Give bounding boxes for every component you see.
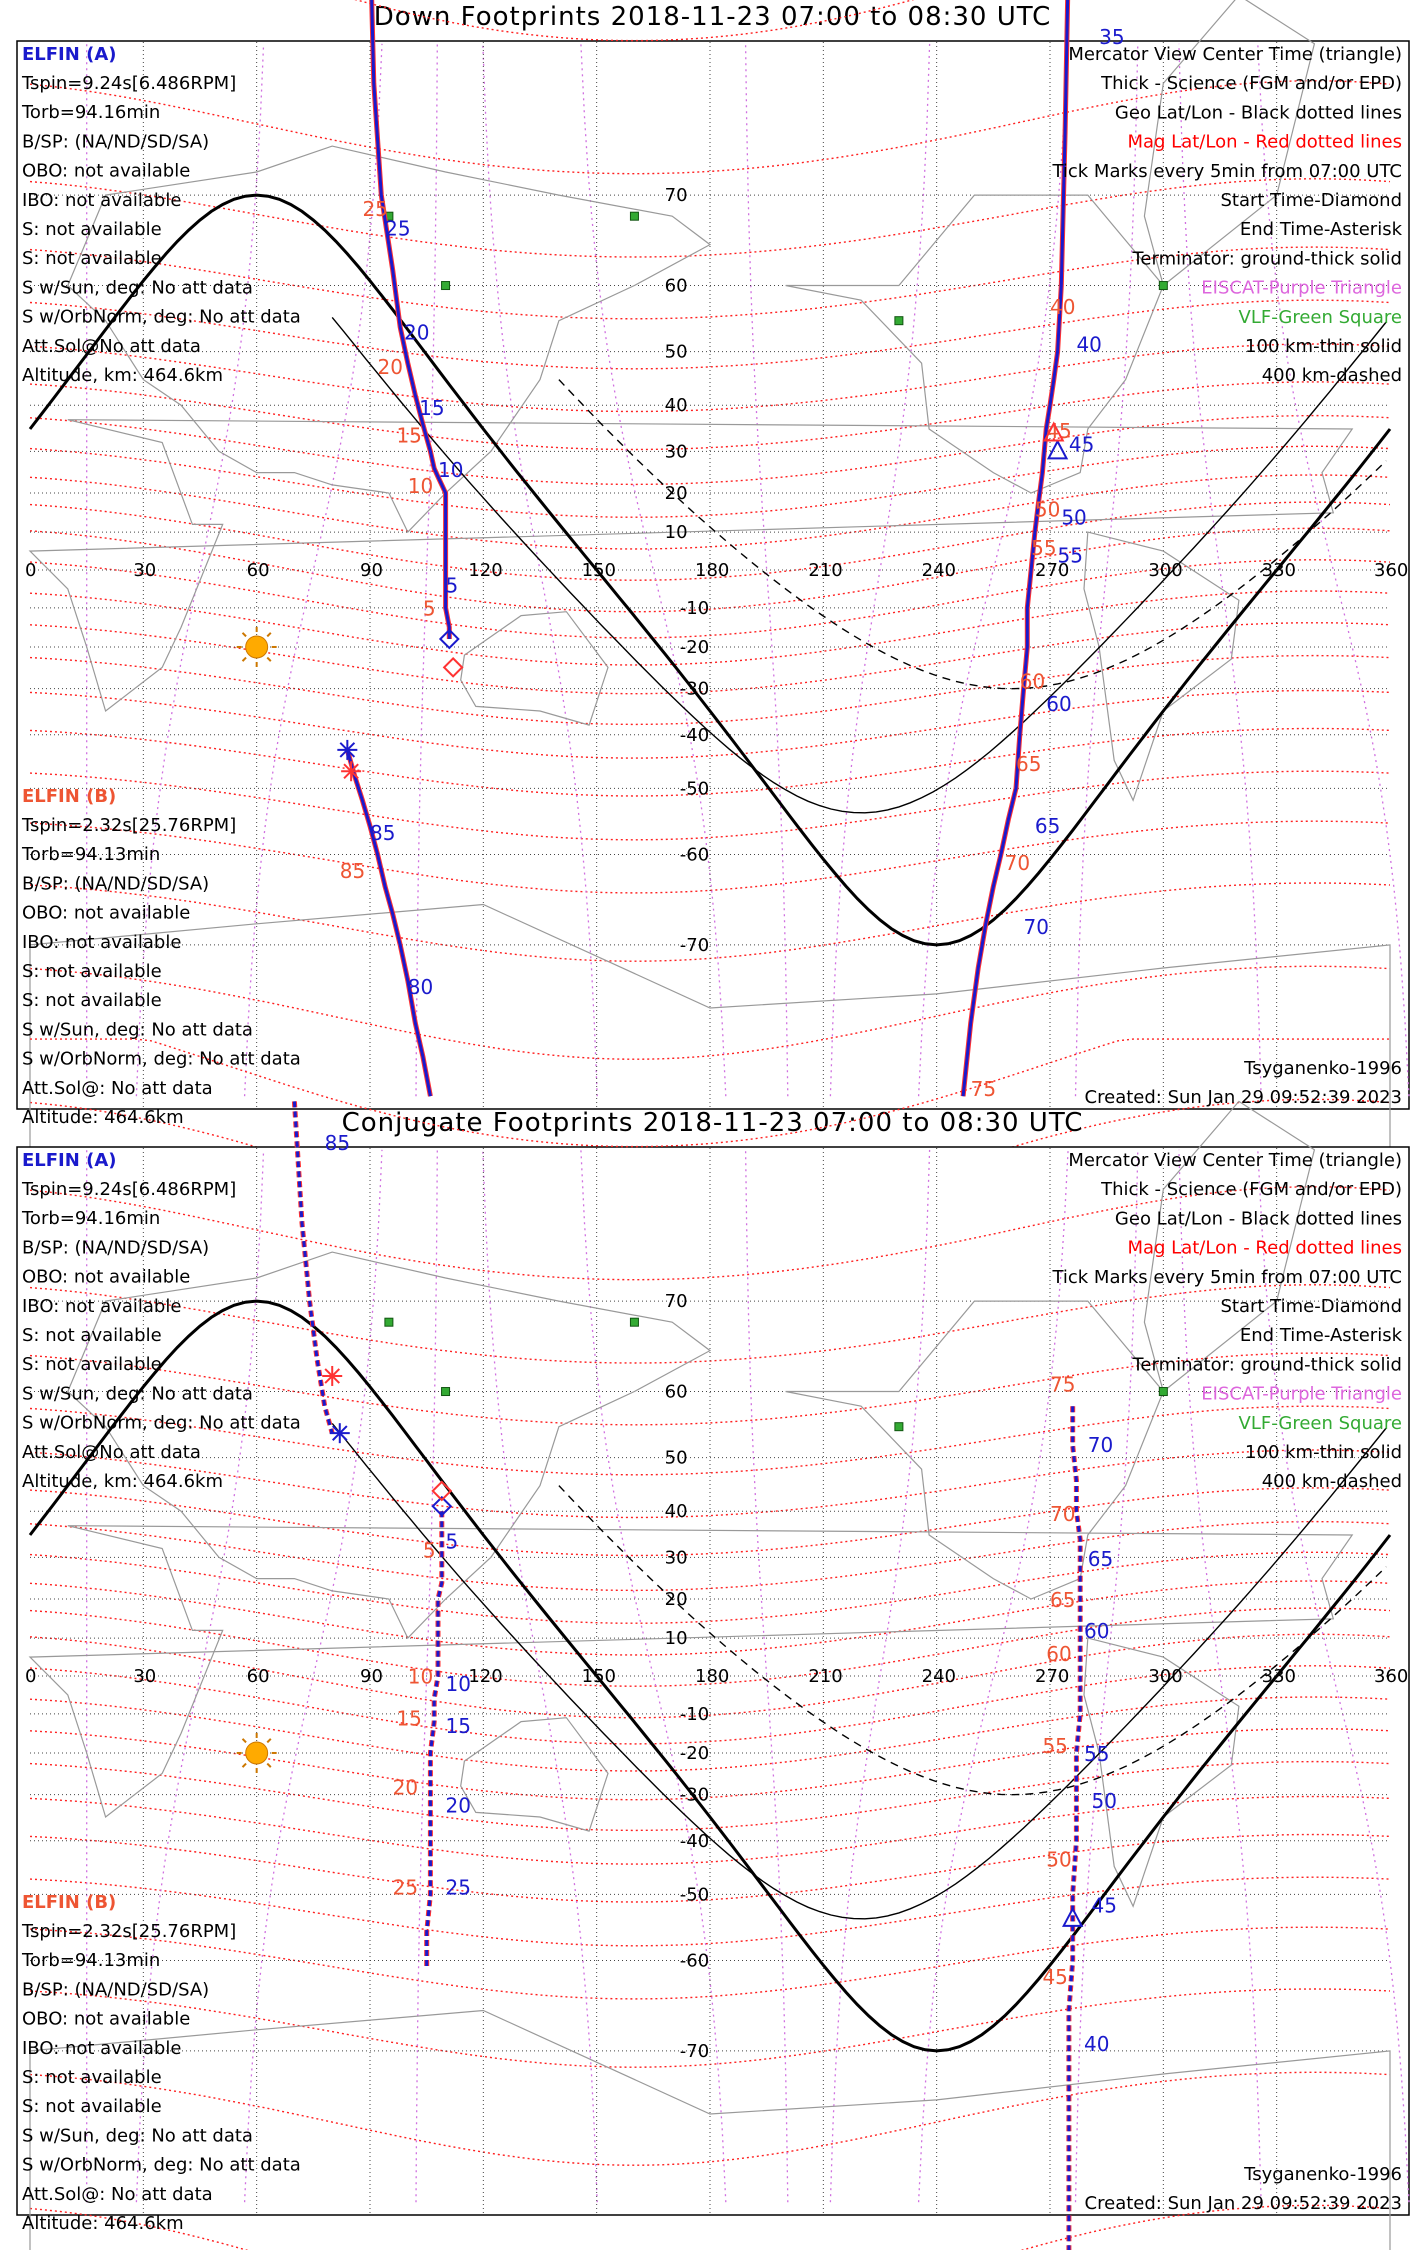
lat-tick-label: 30	[664, 1547, 688, 1569]
lon-tick-label: 180	[695, 560, 730, 581]
elfin-a-tick-label: 5	[445, 1529, 459, 1554]
elfin-a-info-line: S w/OrbNorm, deg: No att data	[22, 306, 301, 328]
lon-tick-label: 300	[1148, 560, 1183, 581]
elfin-b-info-line: OBO: not available	[22, 902, 191, 924]
conjugate-footprints-map	[16, 1130, 1410, 2234]
sun-icon	[246, 1742, 268, 1764]
lat-tick-label: -30	[679, 678, 710, 700]
mag-tick-label: 65	[1016, 752, 1042, 777]
elfin-a-tick-label: 10	[445, 1672, 472, 1697]
elfin-a-info-line: Torb=94.16min	[22, 1208, 161, 1230]
elfin-a-info-line: Att.Sol@No att data	[22, 335, 201, 357]
lat-tick-label: -60	[679, 844, 710, 866]
vlf-station-marker	[630, 1318, 638, 1326]
legend-line: Terminator: ground-thick solid	[1132, 248, 1402, 270]
lat-tick-label: -10	[679, 597, 710, 619]
vlf-station-marker	[442, 1388, 450, 1396]
lat-tick-label: -60	[679, 1950, 710, 1972]
lon-tick-label: 150	[581, 560, 617, 581]
mag-tick-label: 20	[392, 1775, 419, 1800]
elfin-a-info-line: S: not available	[22, 1354, 162, 1376]
elfin-b-info-line: S w/Sun, deg: No att data	[22, 1019, 253, 1041]
elfin-a-info-line: Altitude, km: 464.6km	[22, 365, 224, 386]
lat-tick-label: 50	[664, 341, 688, 363]
elfin-b-info-line: Att.Sol@: No att data	[22, 2183, 213, 2205]
elfin-a-info-line: Tspin=9.24s[6.486RPM]	[22, 73, 237, 94]
vlf-station-marker	[385, 1318, 393, 1326]
vlf-station-marker	[630, 212, 638, 220]
elfin-b-info-line: Altitude: 464.6km	[22, 1107, 184, 1128]
mag-tick-label: 75	[970, 1077, 997, 1102]
elfin-a-tick-label: 70	[1087, 1432, 1114, 1457]
mag-tick-label: 10	[407, 1664, 434, 1689]
model-label: Tsyganenko-1996	[1244, 2164, 1402, 2185]
elfin-a-info-line: S w/OrbNorm, deg: No att data	[22, 1412, 301, 1434]
elfin-a-tick-label: 65	[1087, 1546, 1114, 1571]
mag-tick-label: 5	[422, 1538, 436, 1563]
elfin-b-info-line: IBO: not available	[22, 931, 182, 953]
lat-tick-label: 50	[664, 1447, 688, 1469]
vlf-station-marker	[895, 317, 903, 325]
legend-line: 100 km-thin solid	[1245, 336, 1402, 357]
lon-tick-label: 240	[921, 560, 957, 581]
legend-line: VLF-Green Square	[1238, 306, 1402, 328]
legend-line: 100 km-thin solid	[1245, 1442, 1402, 1463]
lat-tick-label: -50	[679, 778, 710, 800]
mag-tick-label: 65	[1050, 1587, 1076, 1612]
lat-tick-label: 60	[664, 1381, 688, 1403]
lat-tick-label: -40	[679, 1830, 710, 1852]
elfin-a-info-line: B/SP: (NA/ND/SD/SA)	[22, 1237, 210, 1259]
elfin-a-tick-label: 50	[1091, 1788, 1118, 1813]
lon-tick-label: 150	[581, 1666, 617, 1687]
lon-tick-label: 330	[1261, 560, 1297, 581]
mag-tick-label: 20	[377, 355, 404, 380]
lon-tick-label: 0	[25, 560, 37, 581]
lat-tick-label: 10	[664, 522, 688, 544]
elfin-a-info-line: Tspin=9.24s[6.486RPM]	[22, 1179, 237, 1200]
lat-tick-label: -70	[679, 934, 710, 956]
down-panel-title: Down Footprints 2018-11-23 07:00 to 08:30 UTC	[373, 2, 1052, 32]
elfin-b-info-line: S w/OrbNorm, deg: No att data	[22, 1048, 301, 1070]
elfin-a-tick-label: 60	[1084, 1619, 1110, 1644]
elfin-b-info-line: Altitude: 464.6km	[22, 2213, 184, 2234]
lat-tick-label: -30	[679, 1784, 710, 1806]
lat-tick-label: -70	[679, 2040, 710, 2062]
legend-line: Thick - Science (FGM and/or EPD)	[1101, 1179, 1402, 1201]
legend-line: Terminator: ground-thick solid	[1132, 1354, 1402, 1376]
elfin-b-label: ELFIN (B)	[22, 786, 117, 807]
legend-line: EISCAT-Purple Triangle	[1201, 1383, 1402, 1405]
created-timestamp: Created: Sun Jan 29 09:52:39 2023	[1084, 2193, 1402, 2214]
lon-tick-label: 0	[25, 1666, 37, 1687]
elfin-b-info-line: B/SP: (NA/ND/SD/SA)	[22, 1979, 210, 2001]
elfin-a-info-line: B/SP: (NA/ND/SD/SA)	[22, 131, 210, 153]
mag-tick-label: 70	[1050, 1501, 1076, 1526]
created-timestamp: Created: Sun Jan 29 09:52:39 2023	[1084, 1087, 1402, 1108]
elfin-a-tick-label: 5	[445, 573, 459, 598]
elfin-a-info-line: OBO: not available	[22, 160, 191, 182]
lon-tick-label: 90	[360, 560, 383, 581]
elfin-a-tick-label: 85	[324, 1130, 351, 1155]
mag-tick-label: 25	[362, 197, 388, 222]
lat-tick-label: 70	[664, 1291, 688, 1313]
elfin-a-tick-label: 25	[445, 1875, 472, 1900]
elfin-a-info-line: S w/Sun, deg: No att data	[22, 277, 253, 299]
lon-tick-label: 210	[808, 1666, 843, 1687]
mag-tick-label: 15	[396, 1706, 422, 1731]
elfin-b-tick-label: 85	[370, 820, 396, 845]
elfin-a-tick-label: 40	[1076, 332, 1102, 357]
mag-tick-label: 25	[392, 1875, 419, 1900]
legend-line: Geo Lat/Lon - Black dotted lines	[1114, 1208, 1402, 1230]
mag-tick-label: 10	[407, 474, 434, 499]
lon-tick-label: 120	[468, 1666, 503, 1687]
lat-tick-label: 30	[664, 441, 688, 463]
elfin-a-tick-label: 20	[404, 320, 430, 345]
mag-tick-label: 50	[1034, 497, 1061, 522]
elfin-b-info-line: OBO: not available	[22, 2008, 191, 2030]
elfin-a-info-line: Att.Sol@No att data	[22, 1441, 201, 1463]
elfin-a-info-line: S: not available	[22, 1325, 162, 1346]
mag-tick-label: 55	[1042, 1733, 1068, 1758]
elfin-b-tick-label: 80	[407, 974, 434, 999]
elfin-b-info-line: Tspin=2.32s[25.76RPM]	[22, 1921, 237, 1942]
lat-tick-label: 10	[664, 1628, 688, 1650]
elfin-b-info-line: S: not available	[22, 990, 162, 1012]
elfin-a-info-line: S: not available	[22, 248, 162, 270]
elfin-b-info-line: Torb=94.13min	[22, 844, 161, 866]
legend-line: Start Time-Diamond	[1220, 1296, 1402, 1317]
vlf-station-marker	[442, 282, 450, 290]
mag-tick-label: 75	[1050, 1372, 1076, 1397]
model-label: Tsyganenko-1996	[1244, 1058, 1402, 1079]
legend-line: EISCAT-Purple Triangle	[1201, 277, 1402, 299]
lon-tick-label: 330	[1261, 1666, 1297, 1687]
elfin-b-info-line: S w/Sun, deg: No att data	[22, 2125, 253, 2147]
legend-line: Thick - Science (FGM and/or EPD)	[1101, 73, 1402, 95]
lon-tick-label: 240	[921, 1666, 957, 1687]
elfin-a-tick-label: 15	[419, 395, 445, 420]
elfin-a-tick-label: 40	[1084, 2031, 1110, 2056]
mag-tick-label: 45	[1046, 419, 1072, 444]
elfin-a-tick-label: 25	[385, 216, 411, 241]
legend-line: End Time-Asterisk	[1239, 1325, 1402, 1347]
legend-line: Tick Marks every 5min from 07:00 UTC	[1052, 160, 1402, 182]
mag-tick-label: 85	[339, 859, 366, 884]
elfin-b-info-line: S: not available	[22, 961, 162, 982]
elfin-a-tick-label: 70	[1023, 915, 1050, 940]
lon-tick-label: 300	[1148, 1666, 1183, 1687]
lat-tick-label: -20	[679, 636, 710, 658]
elfin-b-info-line: S w/OrbNorm, deg: No att data	[22, 2154, 301, 2176]
elfin-a-info-line: IBO: not available	[22, 189, 182, 211]
lat-tick-label: 20	[664, 483, 688, 505]
mag-tick-label: 50	[1046, 1847, 1072, 1872]
elfin-a-tick-label: 55	[1084, 1742, 1110, 1767]
elfin-a-info-line: Torb=94.16min	[22, 102, 161, 124]
lat-tick-label: 20	[664, 1589, 688, 1611]
lat-tick-label: -10	[679, 1703, 710, 1725]
lon-tick-label: 270	[1035, 1666, 1070, 1687]
elfin-a-tick-label: 20	[445, 1793, 472, 1818]
mag-tick-label: 45	[1042, 1965, 1068, 1990]
elfin-a-tick-label: 15	[445, 1714, 472, 1739]
legend-line: 400 km-dashed	[1261, 1471, 1402, 1493]
elfin-a-tick-label: 65	[1034, 813, 1061, 838]
legend-line: Mercator View Center Time (triangle)	[1068, 1150, 1402, 1171]
legend-line: Start Time-Diamond	[1220, 190, 1402, 211]
elfin-b-info-line: S: not available	[22, 2067, 162, 2088]
lat-tick-label: -20	[679, 1742, 710, 1764]
elfin-a-tick-label: 60	[1046, 692, 1072, 717]
mag-tick-label: 60	[1046, 1641, 1072, 1666]
elfin-a-info-line: Altitude, km: 464.6km	[22, 1471, 224, 1492]
legend-line: Mercator View Center Time (triangle)	[1068, 44, 1402, 65]
lon-tick-label: 120	[468, 560, 503, 581]
lon-tick-label: 90	[360, 1666, 383, 1687]
elfin-a-info-line: S: not available	[22, 219, 162, 240]
elfin-b-info-line: B/SP: (NA/ND/SD/SA)	[22, 873, 210, 895]
lon-tick-label: 180	[695, 1666, 730, 1687]
lat-tick-label: -40	[679, 724, 710, 746]
elfin-a-tick-label: 55	[1057, 543, 1084, 568]
vlf-station-marker	[1159, 1388, 1167, 1396]
vlf-station-marker	[1159, 282, 1167, 290]
lon-tick-label: 60	[246, 1666, 270, 1687]
lon-tick-label: 360	[1374, 1666, 1409, 1687]
legend-line: 400 km-dashed	[1261, 365, 1402, 387]
elfin-b-label: ELFIN (B)	[22, 1892, 117, 1913]
elfin-a-tick-label: 45	[1068, 432, 1095, 457]
elfin-b-info-line: S: not available	[22, 2096, 162, 2118]
mag-tick-label: 5	[422, 596, 436, 621]
lon-tick-label: 360	[1374, 560, 1409, 581]
lat-tick-label: -50	[679, 1884, 710, 1906]
elfin-a-tick-label: 35	[1099, 24, 1125, 49]
conjugate-panel-title: Conjugate Footprints 2018-11-23 07:00 to 08:30 UTC	[341, 1108, 1084, 1138]
elfin-b-info-line: Torb=94.13min	[22, 1950, 161, 1972]
legend-line: Geo Lat/Lon - Black dotted lines	[1114, 102, 1402, 124]
elfin-a-label: ELFIN (A)	[22, 1150, 117, 1171]
mag-tick-label: 70	[1004, 851, 1031, 876]
elfin-b-info-line: IBO: not available	[22, 2037, 182, 2059]
lon-tick-label: 30	[133, 560, 157, 581]
elfin-a-tick-label: 45	[1091, 1893, 1118, 1918]
mag-tick-label: 40	[1050, 295, 1076, 320]
lat-tick-label: 40	[664, 1501, 688, 1523]
legend-line: VLF-Green Square	[1238, 1412, 1402, 1434]
lat-tick-label: 60	[664, 275, 688, 297]
legend-line: Mag Lat/Lon - Red dotted lines	[1127, 1237, 1402, 1259]
legend-line: Mag Lat/Lon - Red dotted lines	[1127, 131, 1402, 153]
mag-tick-label: 60	[1019, 669, 1046, 694]
lat-tick-label: 70	[664, 185, 688, 207]
elfin-b-info-line: Att.Sol@: No att data	[22, 1077, 213, 1099]
lon-tick-label: 270	[1035, 560, 1070, 581]
lon-tick-label: 30	[133, 1666, 157, 1687]
elfin-a-info-line: OBO: not available	[22, 1266, 191, 1288]
mag-tick-label: 55	[1031, 535, 1057, 560]
elfin-a-info-line: IBO: not available	[22, 1295, 182, 1317]
elfin-a-label: ELFIN (A)	[22, 44, 117, 65]
sun-icon	[246, 636, 268, 658]
elfin-b-info-line: Tspin=2.32s[25.76RPM]	[22, 815, 237, 836]
lon-tick-label: 210	[808, 560, 843, 581]
legend-line: Tick Marks every 5min from 07:00 UTC	[1052, 1266, 1402, 1288]
elfin-a-tick-label: 50	[1061, 505, 1087, 530]
vlf-station-marker	[895, 1423, 903, 1431]
lon-tick-label: 60	[246, 560, 270, 581]
mag-tick-label: 15	[396, 423, 422, 448]
legend-line: End Time-Asterisk	[1239, 219, 1402, 241]
lat-tick-label: 40	[664, 395, 688, 417]
elfin-a-info-line: S w/Sun, deg: No att data	[22, 1383, 253, 1405]
elfin-a-tick-label: 10	[438, 457, 464, 482]
